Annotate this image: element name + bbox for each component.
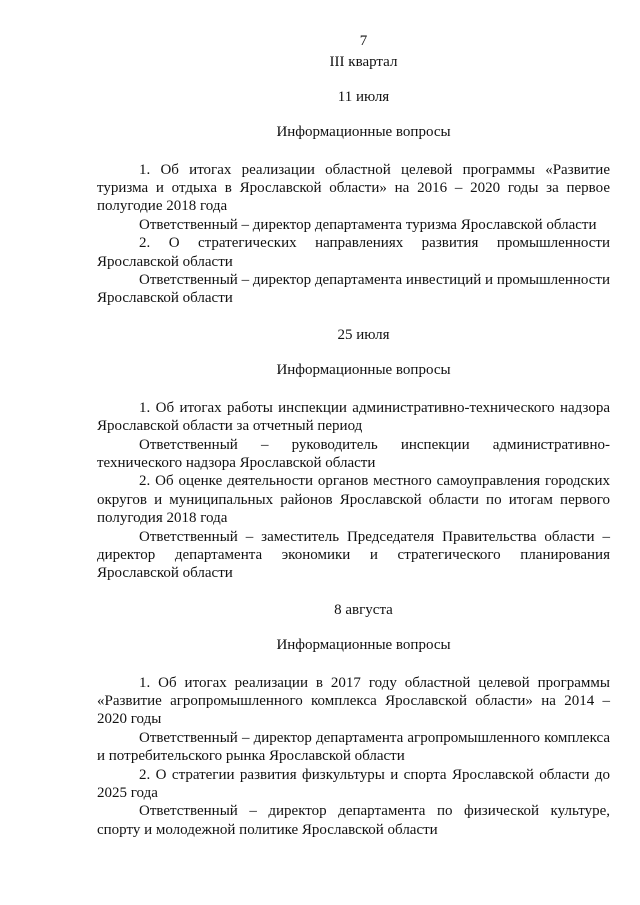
quarter-heading: III квартал <box>329 54 398 71</box>
agenda-item: 2. О стратегических направлениях развития промышленности Ярославской области <box>97 235 610 270</box>
agenda-item: 1. Об итогах реализации областной целевой программы «Развитие туризма и отдыха в Ярославской области» на 2016 – 2020 годы за первое полугодие 2018 года <box>97 161 610 215</box>
responsible-line: Ответственный – руководитель инспекции административно-технического надзора Ярославской области <box>97 436 610 471</box>
section-july-11 <box>97 88 610 308</box>
agenda-item: 1. Об итогах работы инспекции административно-технического надзора Ярославской области за отчетный период <box>97 399 610 435</box>
responsible-line: Ответственный – директор департамента агропромышленного комплекса и потребительского рынка Ярославской области <box>97 729 610 765</box>
document-page <box>97 32 610 839</box>
section-title: Информационные вопросы <box>276 637 451 654</box>
responsible-line: Ответственный – заместитель Председателя Правительства области – директор департамента экономики и стратегического планирования Ярославской области <box>97 528 610 582</box>
agenda-item: 2. О стратегии развития физкультуры и спорта Ярославской области до 2025 года <box>97 766 610 801</box>
section-title: Информационные вопросы <box>276 362 451 379</box>
page-number: 7 <box>359 33 368 49</box>
section-title: Информационные вопросы <box>276 124 451 141</box>
responsible-line: Ответственный – директор департамента туризма Ярославской области <box>139 216 597 233</box>
agenda-item: 1. Об итогах реализации в 2017 году областной целевой программы «Развитие агропромышленного комплекса Ярославской области» на 2014 – 2020 годы <box>97 674 610 728</box>
section-date: 25 июля <box>337 326 390 343</box>
responsible-line: Ответственный – директор департамента по физической культуре, спорту и молодежной политике Ярославской области <box>97 803 610 838</box>
section-july-25 <box>97 326 610 583</box>
section-date: 8 августа <box>334 601 393 618</box>
section-date: 11 июля <box>337 88 390 105</box>
responsible-line: Ответственный – директор департамента инвестиций и промышленности Ярославской области <box>97 272 610 307</box>
section-august-8 <box>97 601 610 839</box>
agenda-item: 2. Об оценке деятельности органов местного самоуправления городских округов и муниципальных районов Ярославской области по итогам первого полугодия 2018 года <box>97 473 610 527</box>
